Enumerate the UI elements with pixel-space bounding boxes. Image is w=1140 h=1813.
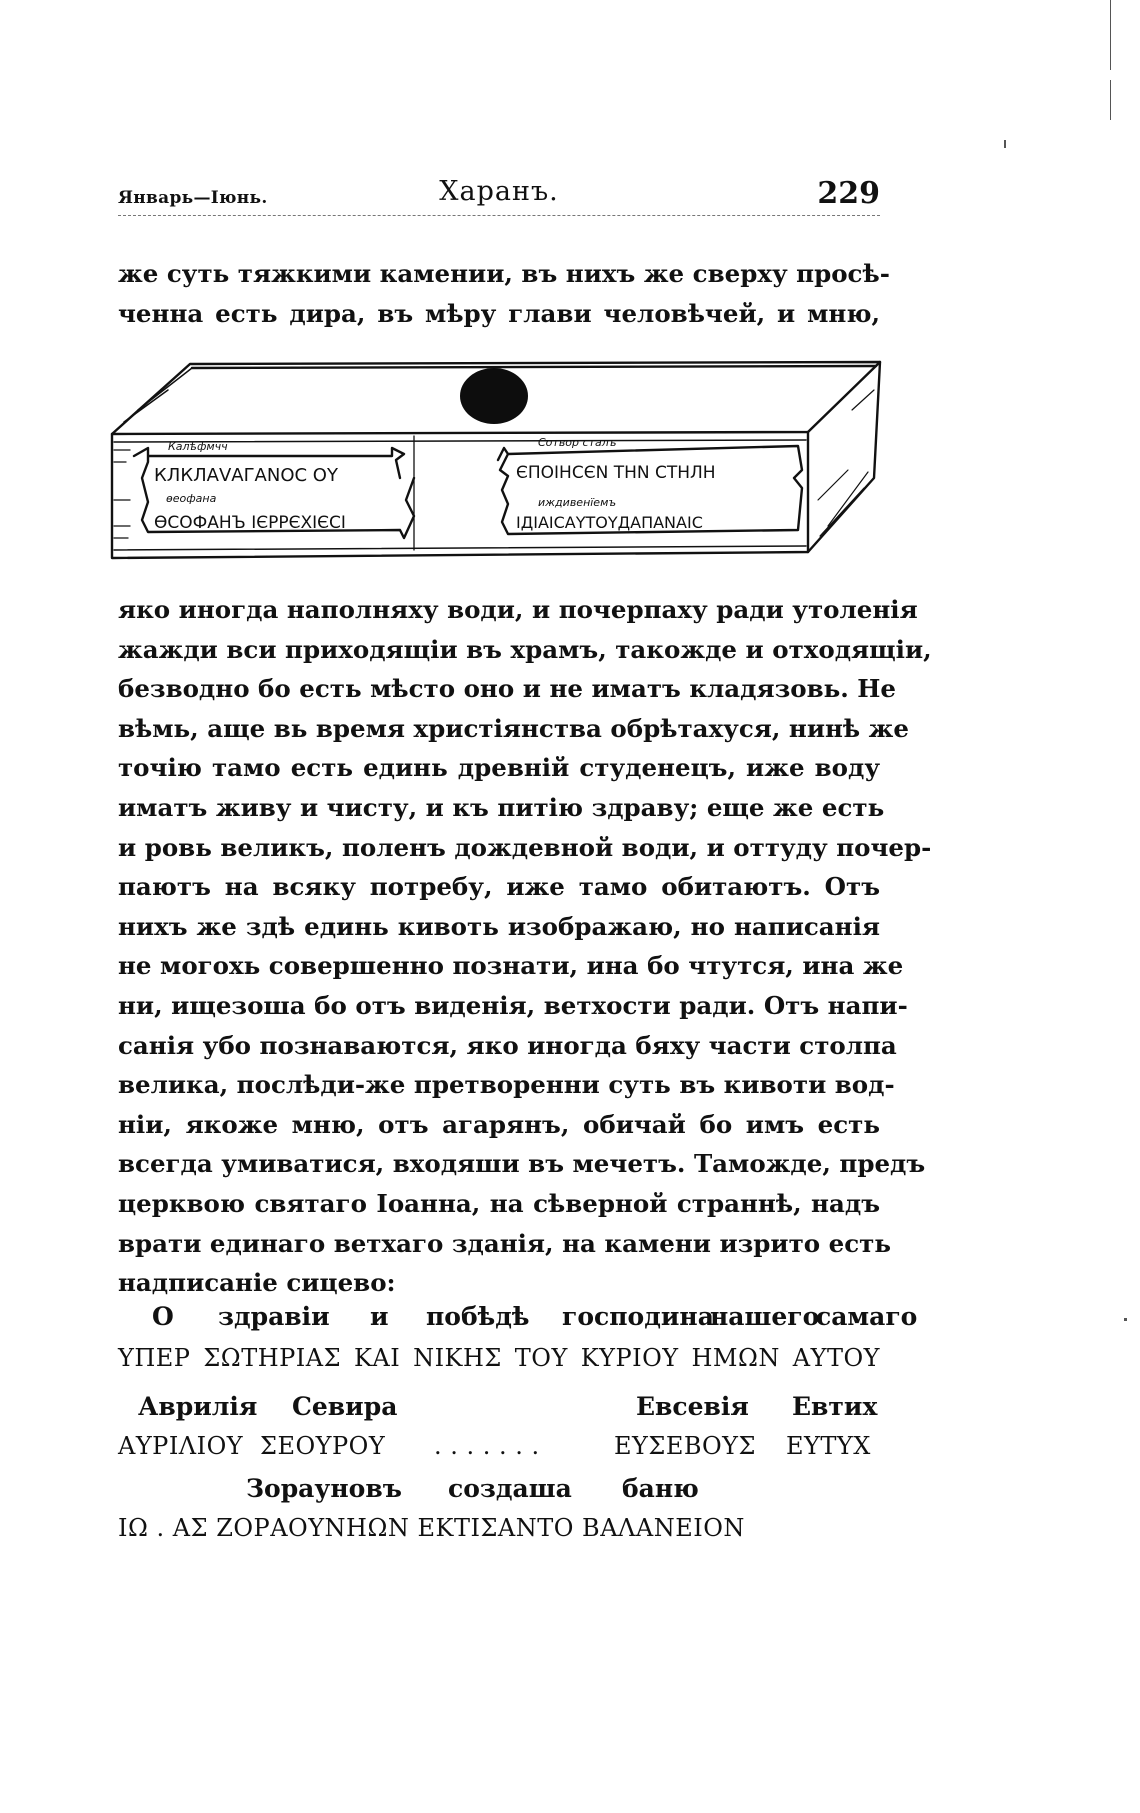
text-line: точію тамо есть единь древній студенецъ, иже воду xyxy=(118,753,880,783)
trough-left-line-1: КЛКЛАVАГАNОС ОY xyxy=(154,465,338,486)
trough-left-gloss-1: Калѣфмчч xyxy=(168,440,228,453)
text-line: паютъ на всяку потребу, иже тамо обитаютъ. Отъ xyxy=(118,872,880,902)
text-line: всегда умиватися, входяши въ мечетъ. Тамождe, предъ xyxy=(118,1149,926,1179)
header-date-range: Январь—Іюнь. xyxy=(118,188,268,208)
translation-word: Евтих xyxy=(792,1392,878,1421)
translation-row-2 xyxy=(118,1392,880,1424)
page-number: 229 xyxy=(817,176,880,211)
translation-word: самаго xyxy=(816,1302,918,1331)
translation-word: Евсевія xyxy=(636,1392,749,1421)
text-line: безводно бо есть мѣсто оно и не иматъ кладязовь. Не xyxy=(118,674,897,704)
text-line: и ровь великъ, поленъ дождевной води, и оттуду почер- xyxy=(118,832,932,862)
translation-word: баню xyxy=(622,1474,699,1503)
text-line: жажди вси приходящіи въ храмъ, такожде и отходящіи, xyxy=(118,634,932,664)
page-title: Харанъ. xyxy=(439,176,559,207)
text-line: иматъ живу и чисту, и къ питію здраву; еще же есть xyxy=(118,792,885,822)
lacuna-dots: . . . . . . . xyxy=(434,1432,540,1460)
translation-word: здравіи xyxy=(218,1302,330,1331)
greek-word: ΕΥΣΕΒΟΥΣ xyxy=(614,1432,756,1460)
text-line: вѣмь, аще вь время христіянства обрѣтахуся, нинѣ же xyxy=(118,713,910,743)
translation-word: побѣдѣ xyxy=(426,1302,530,1331)
trough-right-gloss-1: Сотвор сталъ xyxy=(538,436,617,449)
trough-right-line-1: ЄПОІНСЄN ТНN СТНЛН xyxy=(516,463,716,483)
text-line: ченна есть дира, въ мѣру глави человѣчей, и мню, xyxy=(118,298,880,328)
scan-speck xyxy=(1124,1318,1127,1321)
hole-in-trough xyxy=(460,368,528,424)
greek-row-3: ΙΩ . ΑΣ ΖΟΡΑΟΥΝΗΩΝ ΕΚΤΙΣΑΝΤΟ ΒΑΛΑΝΕΙΟΝ xyxy=(118,1514,745,1542)
text-line: надписаніе сицево: xyxy=(118,1268,396,1298)
greek-row-2 xyxy=(118,1432,880,1464)
paragraph-1 xyxy=(118,254,890,333)
text-line: санія убо познаваются, яко иногда бяху части столпа xyxy=(118,1030,897,1060)
greek-word: ΑΥΡΙΛΙΟΥ xyxy=(118,1432,244,1460)
text-line: не могохь совершенно познати, ина бо чтутся, ина же xyxy=(118,951,904,981)
greek-word: ΕΥΤΥΧ xyxy=(786,1432,871,1460)
translation-word: и xyxy=(370,1302,389,1331)
paragraph-2 xyxy=(118,590,932,1303)
greek-row-1: ΥΠΕΡ ΣΩΤΗΡΙΑΣ ΚΑΙ ΝΙΚΗΣ ΤΟΥ ΚΥΡΙΟΥ ΗΜΩΝ ΑΥΤΟΥ xyxy=(118,1344,880,1372)
text-line: врати единаго ветхаго зданія, на камени изрито есть xyxy=(118,1228,891,1258)
header-rule xyxy=(118,215,880,216)
trough-right-line-2: ІДІАІСАYТОYДАПАNАІС xyxy=(516,513,703,532)
text-line: велика, послѣди-же претворенни суть въ кивоти вод- xyxy=(118,1070,895,1100)
translation-word: господина xyxy=(562,1302,714,1331)
text-line: церквою святаго Іоанна, на сѣверной страннѣ, надъ xyxy=(118,1188,880,1218)
running-head xyxy=(118,176,880,216)
trough-left-line-2: ѲСОФАНЪ ІЄРРЄХІЄСІ xyxy=(154,513,346,533)
scan-edge-line xyxy=(1110,0,1111,70)
stone-trough-drawing xyxy=(108,350,888,572)
scan-speck xyxy=(1004,140,1006,148)
text-line: ніи, якоже мню, отъ агарянъ, обичай бо имъ есть xyxy=(118,1109,880,1139)
translation-word: Зорауновъ xyxy=(246,1474,402,1503)
text-line: же суть тяжкими камении, въ нихъ же сверху просѣ- xyxy=(118,259,890,288)
translation-word: создаша xyxy=(448,1474,572,1503)
scan-edge-line xyxy=(1110,80,1111,120)
text-line: ни, ищезоша бо отъ виденія, ветхости ради. Отъ напи- xyxy=(118,990,908,1020)
translation-word: Севира xyxy=(292,1392,398,1421)
translation-word: нашего xyxy=(710,1302,820,1331)
translation-word: Аврилія xyxy=(138,1392,258,1421)
text-line: яко иногда наполняху води, и почерпаху ради утоленія xyxy=(118,595,918,624)
trough-left-gloss-2: ѳеофана xyxy=(166,492,217,505)
translation-word: О xyxy=(152,1302,174,1331)
trough-right-gloss-2: иждивенїемъ xyxy=(538,496,617,509)
translation-row-3 xyxy=(118,1474,880,1506)
greek-word: ΣΕΟΥΡΟΥ xyxy=(260,1432,386,1460)
text-line: нихъ же здѣ единь кивоть изображаю, но написанія xyxy=(118,911,880,941)
